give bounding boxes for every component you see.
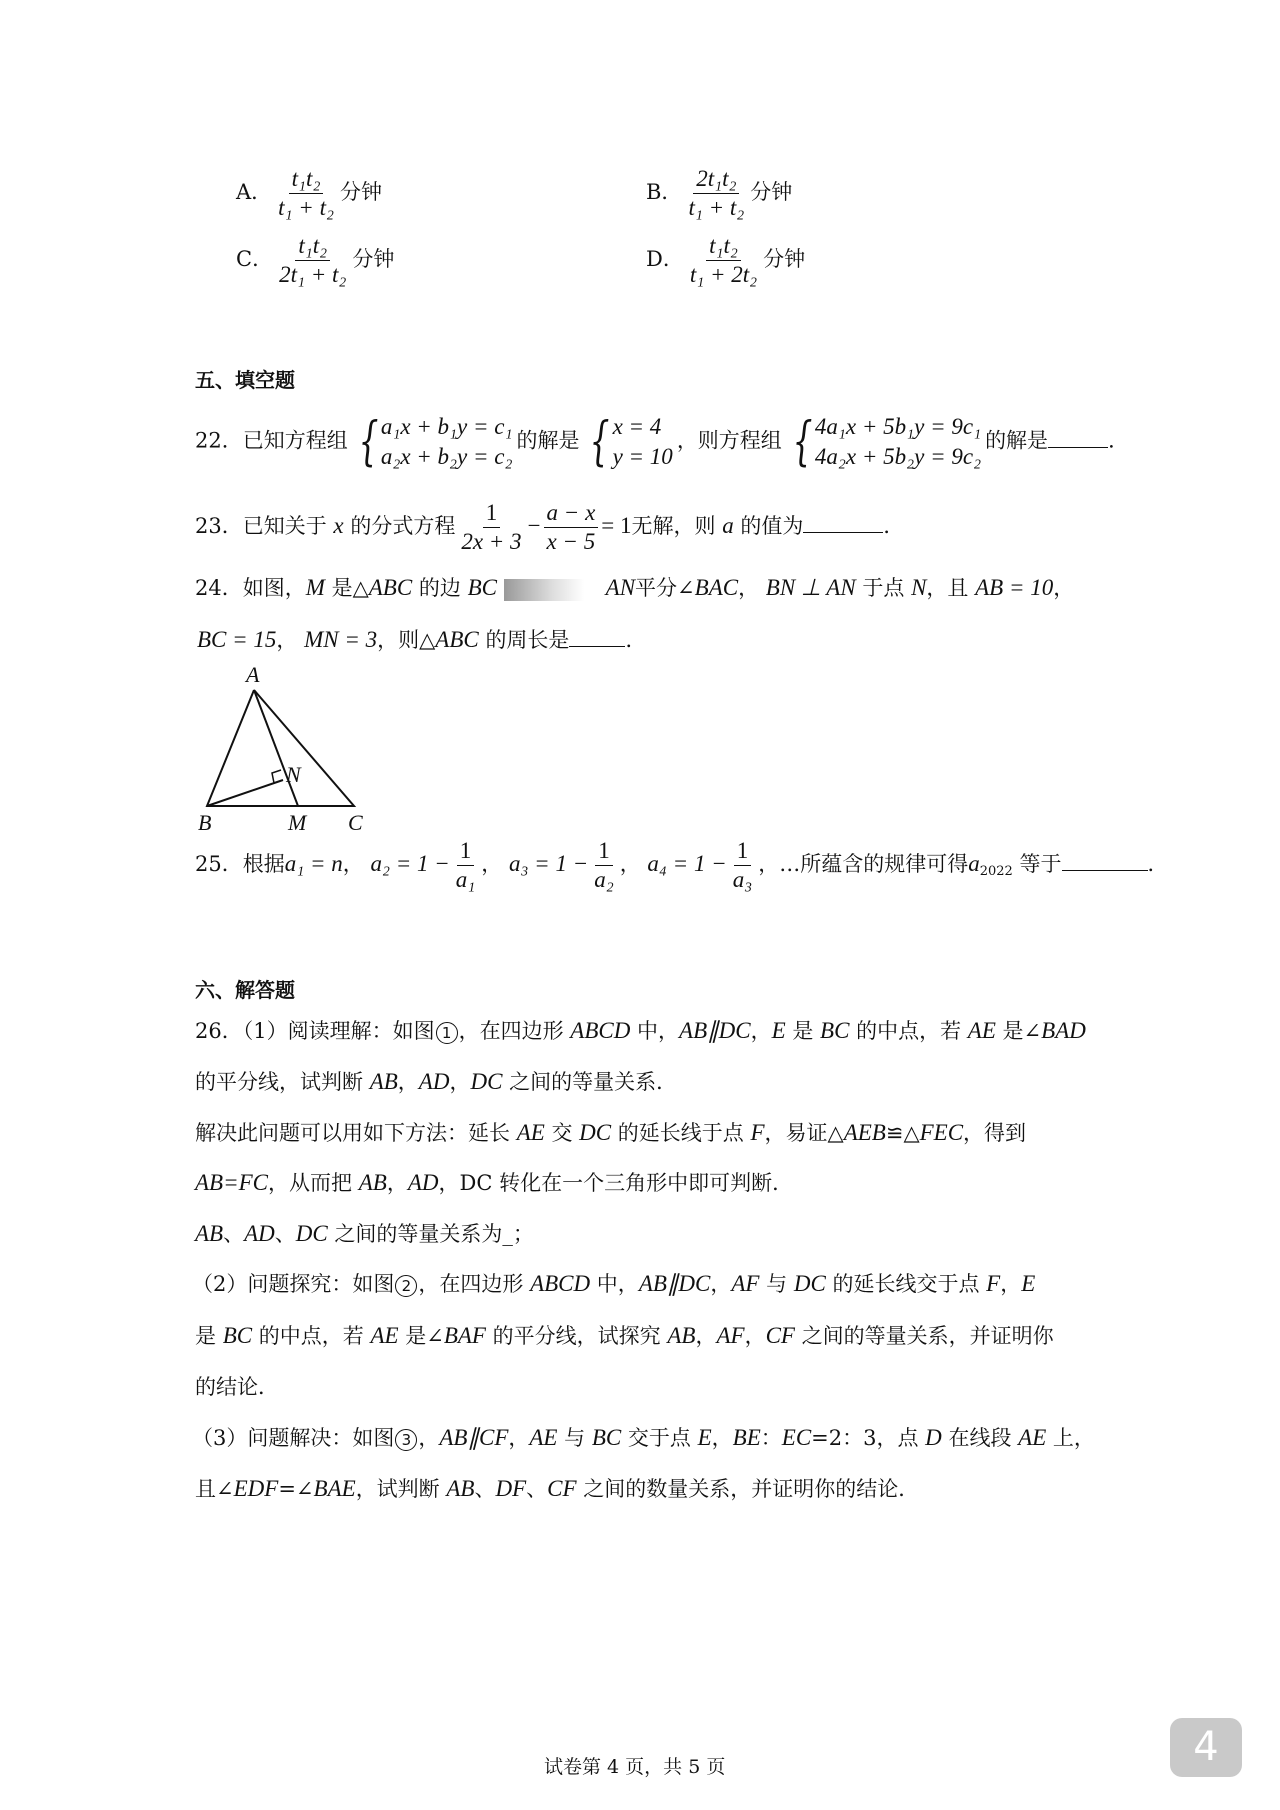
text: 的解是 <box>985 428 1049 453</box>
text: 解决此问题可以用如下方法：延长 <box>195 1121 517 1145</box>
math-term: AB <box>195 1221 224 1246</box>
text: 的平分线，试判断 <box>195 1070 370 1094</box>
option-label: C． <box>236 247 274 271</box>
text: 是△ <box>331 576 369 600</box>
answer-blank <box>1048 427 1108 448</box>
math-term: D <box>925 1425 942 1450</box>
text: 之间的等量关系为_； <box>327 1222 534 1246</box>
math-term: CF <box>547 1476 577 1501</box>
math-term: AE <box>370 1323 399 1348</box>
math-term: AE <box>529 1425 558 1450</box>
math-term: F <box>986 1271 1001 1296</box>
numerator: a − x <box>544 500 599 528</box>
math-term: CF <box>765 1323 795 1348</box>
math-term: AE <box>967 1018 996 1043</box>
question-26-line-2 <box>195 1066 677 1096</box>
variable: a <box>968 851 980 876</box>
text: 的解是 <box>516 428 580 453</box>
text: 的值为 <box>740 514 804 538</box>
text: DC <box>459 1171 493 1195</box>
numerator: t₁t₂ <box>706 233 741 261</box>
math-term: E <box>771 1018 786 1043</box>
text: 、 <box>223 1222 245 1246</box>
section-heading-answer: 六、解答题 <box>195 978 295 1002</box>
text: 的中点，若 <box>849 1019 968 1043</box>
equation: 4a₂x + 5b₂y = 9c₂ <box>814 444 982 469</box>
denominator: t₁ + t₂ <box>278 195 334 220</box>
text: 在线段 <box>941 1426 1019 1450</box>
math-term: BAF <box>443 1323 486 1348</box>
math-term: F <box>750 1120 765 1145</box>
answer-blank <box>1062 850 1148 871</box>
unit: 分钟 <box>750 180 793 204</box>
numerator: t₁t₂ <box>289 166 324 194</box>
text: ，得到 <box>963 1121 1027 1145</box>
question-number: 25． <box>195 852 243 876</box>
denominator: a₁ <box>455 867 476 892</box>
math-term: AB=FC <box>195 1170 269 1195</box>
text: AD <box>407 1170 439 1195</box>
text: 之间的等量关系，并证明你 <box>794 1324 1054 1348</box>
text: ，在四边形 <box>418 1272 531 1296</box>
math-term: BAE <box>313 1476 356 1501</box>
question-number: 24． <box>195 576 243 600</box>
label-m: M <box>288 810 307 835</box>
text: 之间的数量关系，并证明你的结论． <box>576 1477 920 1501</box>
math-term: BAD <box>1041 1018 1086 1043</box>
math-term: 转化在一个三角形中即可判断． <box>492 1171 794 1195</box>
denominator: a₃ <box>732 867 753 892</box>
question-26-line-9 <box>192 1422 1095 1452</box>
text: 之间的等量关系． <box>502 1070 678 1094</box>
text: ， <box>342 852 364 876</box>
text: ，则△ <box>377 628 436 652</box>
text: ． <box>1108 428 1130 453</box>
variable: BC <box>467 575 497 600</box>
math-term: DF <box>495 1476 527 1501</box>
question-26-line-6 <box>192 1268 1035 1298</box>
answer-blank <box>803 512 883 533</box>
text: 已知方程组 <box>242 428 348 453</box>
text: ， <box>1053 576 1075 600</box>
figure-number: 3 <box>395 1429 417 1451</box>
text: 是 <box>195 1324 223 1348</box>
variable: a <box>722 513 734 538</box>
text: 交于点 <box>621 1426 698 1450</box>
text: 的边 <box>418 576 461 600</box>
question-26-line-1 <box>195 1015 1086 1045</box>
text: 是 <box>785 1019 821 1043</box>
math-term: BE <box>732 1425 761 1450</box>
text: ： <box>760 1426 782 1450</box>
text: 、 <box>526 1477 548 1501</box>
blurred-region <box>504 579 584 601</box>
equation: 4a₁x + 5b₁y = 9c₁ <box>814 414 982 439</box>
text: 上， <box>1046 1426 1095 1450</box>
text: ， <box>750 1019 772 1043</box>
text: 已知关于 <box>242 514 327 538</box>
segment-bn <box>207 780 283 806</box>
section-heading-fill-blank: 五、填空题 <box>195 368 295 392</box>
option-d <box>646 233 805 288</box>
question-26-line-7 <box>195 1320 1054 1350</box>
text: 平分∠ <box>635 576 695 600</box>
denominator: 2t₁ + t₂ <box>279 262 347 287</box>
label-a: A <box>246 662 260 687</box>
option-label: D． <box>646 247 684 271</box>
text: =2：3，点 <box>811 1426 926 1450</box>
label-n: N <box>286 762 301 787</box>
math-term: AF <box>731 1271 760 1296</box>
math-term: AE <box>1018 1425 1047 1450</box>
numerator: 1 <box>457 838 475 866</box>
math-term: EDF <box>233 1476 279 1501</box>
variable: BAC <box>694 575 739 600</box>
text: ， <box>619 852 641 876</box>
text: ，…所蕴含的规律可得 <box>758 852 969 876</box>
text: ， <box>710 1272 732 1296</box>
text: ，易证△ <box>764 1121 844 1145</box>
variable: BN ⊥ AN <box>765 575 856 600</box>
text: 与 <box>557 1426 592 1450</box>
math-term: ， <box>386 1171 408 1195</box>
text: 与 <box>759 1272 794 1296</box>
figure-number: 1 <box>436 1022 458 1044</box>
text: 的延长线交于点 <box>825 1272 987 1296</box>
math-term: FEC <box>919 1120 964 1145</box>
text: 根据 <box>242 852 285 876</box>
math-term: BC <box>222 1323 253 1348</box>
text: ， <box>744 1324 766 1348</box>
question-26-line-3 <box>195 1117 1026 1147</box>
text: ，且 <box>926 576 969 600</box>
question-24 <box>195 572 1074 602</box>
text: （2）问题探究：如图 <box>192 1272 395 1296</box>
denominator: t₁ + 2t₂ <box>689 262 758 287</box>
math-term: ，从而把 <box>268 1171 359 1195</box>
question-number: 22． <box>195 428 243 453</box>
variable: BC = 15 <box>197 627 277 652</box>
variable: a₂ = 1 − <box>370 851 450 876</box>
text: 交 <box>544 1121 580 1145</box>
equation-system-2: { 4a₁x + 5b₁y = 9c₁ 4a₂x + 5b₂y = 9c₂ <box>792 412 982 472</box>
unit: 分钟 <box>352 247 395 271</box>
unit: 分钟 <box>339 180 382 204</box>
text: 的中点，若 <box>252 1324 371 1348</box>
text: ， <box>738 576 760 600</box>
option-c <box>236 233 394 288</box>
variable: N <box>911 575 927 600</box>
text: 的结论． <box>195 1375 279 1399</box>
label-b: B <box>198 810 212 835</box>
math-term: DC <box>793 1271 826 1296</box>
math-term: AB∥DC <box>679 1018 751 1043</box>
variable: a₄ = 1 − <box>647 851 727 876</box>
math-term: AB <box>446 1476 475 1501</box>
text: ， <box>418 1426 440 1450</box>
math-term: ABCD <box>530 1271 591 1296</box>
denominator: x − 5 <box>546 529 596 554</box>
math-term: AF <box>716 1323 745 1348</box>
numerator: 1 <box>483 500 501 528</box>
variable: AB = 10 <box>975 575 1054 600</box>
math-term: BC <box>820 1018 850 1043</box>
text: ，试判断 <box>355 1477 447 1501</box>
text: 26．（1）阅读理解：如图 <box>195 1019 435 1043</box>
variable: M <box>305 575 325 600</box>
text: 的分式方程 <box>350 514 456 538</box>
question-24-line-2 <box>197 624 646 654</box>
variable: AN <box>605 575 636 600</box>
denominator: t₁ + t₂ <box>688 195 745 220</box>
text: 是∠ <box>995 1019 1042 1043</box>
answer-blank <box>569 626 625 647</box>
variable: a₃ = 1 − <box>508 851 589 876</box>
text: ， <box>276 628 298 652</box>
text: 无解，则 <box>631 514 716 538</box>
math-term: ， <box>438 1171 460 1195</box>
equation: a₁x + b₁y = c₁ <box>380 414 513 439</box>
option-label: A． <box>236 180 273 204</box>
text: ， <box>449 1070 471 1094</box>
equation: a₂x + b₂y = c₂ <box>380 444 513 469</box>
variable: ABC <box>435 627 479 652</box>
text: 中， <box>590 1272 639 1296</box>
text: ≌△ <box>885 1121 920 1145</box>
math-term: AB∥CF <box>439 1425 509 1450</box>
numerator: 1 <box>734 838 752 866</box>
text: ， <box>481 852 503 876</box>
text: ， <box>508 1426 530 1450</box>
text: =∠ <box>278 1477 314 1501</box>
math-term: DC <box>579 1120 612 1145</box>
math-term: ABCD <box>570 1018 631 1043</box>
math-term: E <box>1021 1271 1036 1296</box>
question-25 <box>195 838 1169 893</box>
numerator: 1 <box>595 838 613 866</box>
text: AB <box>358 1170 387 1195</box>
text: 是∠ <box>398 1324 444 1348</box>
text: 、 <box>274 1222 296 1246</box>
question-26-line-10 <box>195 1473 919 1503</box>
equation-system-1: { a₁x + b₁y = c₁ a₂x + b₂y = c₂ <box>358 412 513 472</box>
math-term: AD <box>418 1069 450 1094</box>
numerator: 2t₁t₂ <box>693 166 739 194</box>
variable: MN = 3 <box>304 627 378 652</box>
page-number-badge: 4 <box>1170 1718 1242 1777</box>
math-term: AD <box>244 1221 275 1246</box>
text: 的延长线于点 <box>611 1121 751 1145</box>
text: ， <box>711 1426 733 1450</box>
variable: a₁ = n <box>284 851 343 876</box>
denominator: a₂ <box>594 867 614 892</box>
text: ， <box>1000 1272 1022 1296</box>
math-term: AEB <box>843 1120 886 1145</box>
math-term: AB∥DC <box>638 1271 711 1296</box>
option-a <box>236 166 382 221</box>
math-term: AB <box>667 1323 696 1348</box>
equation: x = 4 <box>612 414 662 439</box>
text: 中， <box>630 1019 680 1043</box>
question-26-line-5 <box>195 1218 534 1248</box>
text: ． <box>1147 852 1169 876</box>
text: 的周长是 <box>485 628 570 652</box>
triangle-abc <box>207 690 354 806</box>
triangle-figure <box>190 660 430 835</box>
question-26-line-4 <box>195 1167 793 1197</box>
operator: − <box>527 513 541 538</box>
math-term: E <box>697 1425 712 1450</box>
math-term: DC <box>470 1069 503 1094</box>
text: （3）问题解决：如图 <box>192 1426 395 1450</box>
option-b <box>646 166 792 221</box>
question-26-line-8 <box>195 1371 279 1401</box>
solution-system: { x = 4 y = 10 <box>590 412 673 472</box>
unit: 分钟 <box>763 247 806 271</box>
question-23 <box>195 500 904 555</box>
variable: x <box>333 513 344 538</box>
text: ，在四边形 <box>458 1019 571 1043</box>
operator: = 1 <box>601 513 632 538</box>
question-number: 23． <box>195 514 243 538</box>
math-term: DC <box>295 1221 328 1246</box>
math-term: AB <box>369 1069 398 1094</box>
text: 、 <box>474 1477 496 1501</box>
text: 如图， <box>242 576 306 600</box>
variable: ABC <box>368 575 413 600</box>
label-c: C <box>348 810 363 835</box>
text: 等于 <box>1019 852 1062 876</box>
text: ． <box>883 514 905 538</box>
option-label: B． <box>646 180 683 204</box>
denominator: 2x + 3 <box>461 529 522 554</box>
math-term: BC <box>591 1425 622 1450</box>
text: 的平分线，试探究 <box>485 1324 668 1348</box>
text: ， <box>695 1324 717 1348</box>
text: ，则方程组 <box>676 428 782 453</box>
text: ， <box>397 1070 419 1094</box>
page-footer: 试卷第 4 页，共 5 页 <box>544 1756 726 1778</box>
equation: y = 10 <box>612 444 673 469</box>
question-22 <box>195 412 1129 472</box>
numerator: t₁t₂ <box>295 233 330 261</box>
text: ． <box>625 628 647 652</box>
math-term: AE <box>516 1120 545 1145</box>
figure-number: 2 <box>395 1275 417 1297</box>
subscript: 2022 <box>979 864 1013 879</box>
text: 于点 <box>862 576 905 600</box>
text: 且∠ <box>195 1477 234 1501</box>
math-term: EC <box>781 1425 812 1450</box>
